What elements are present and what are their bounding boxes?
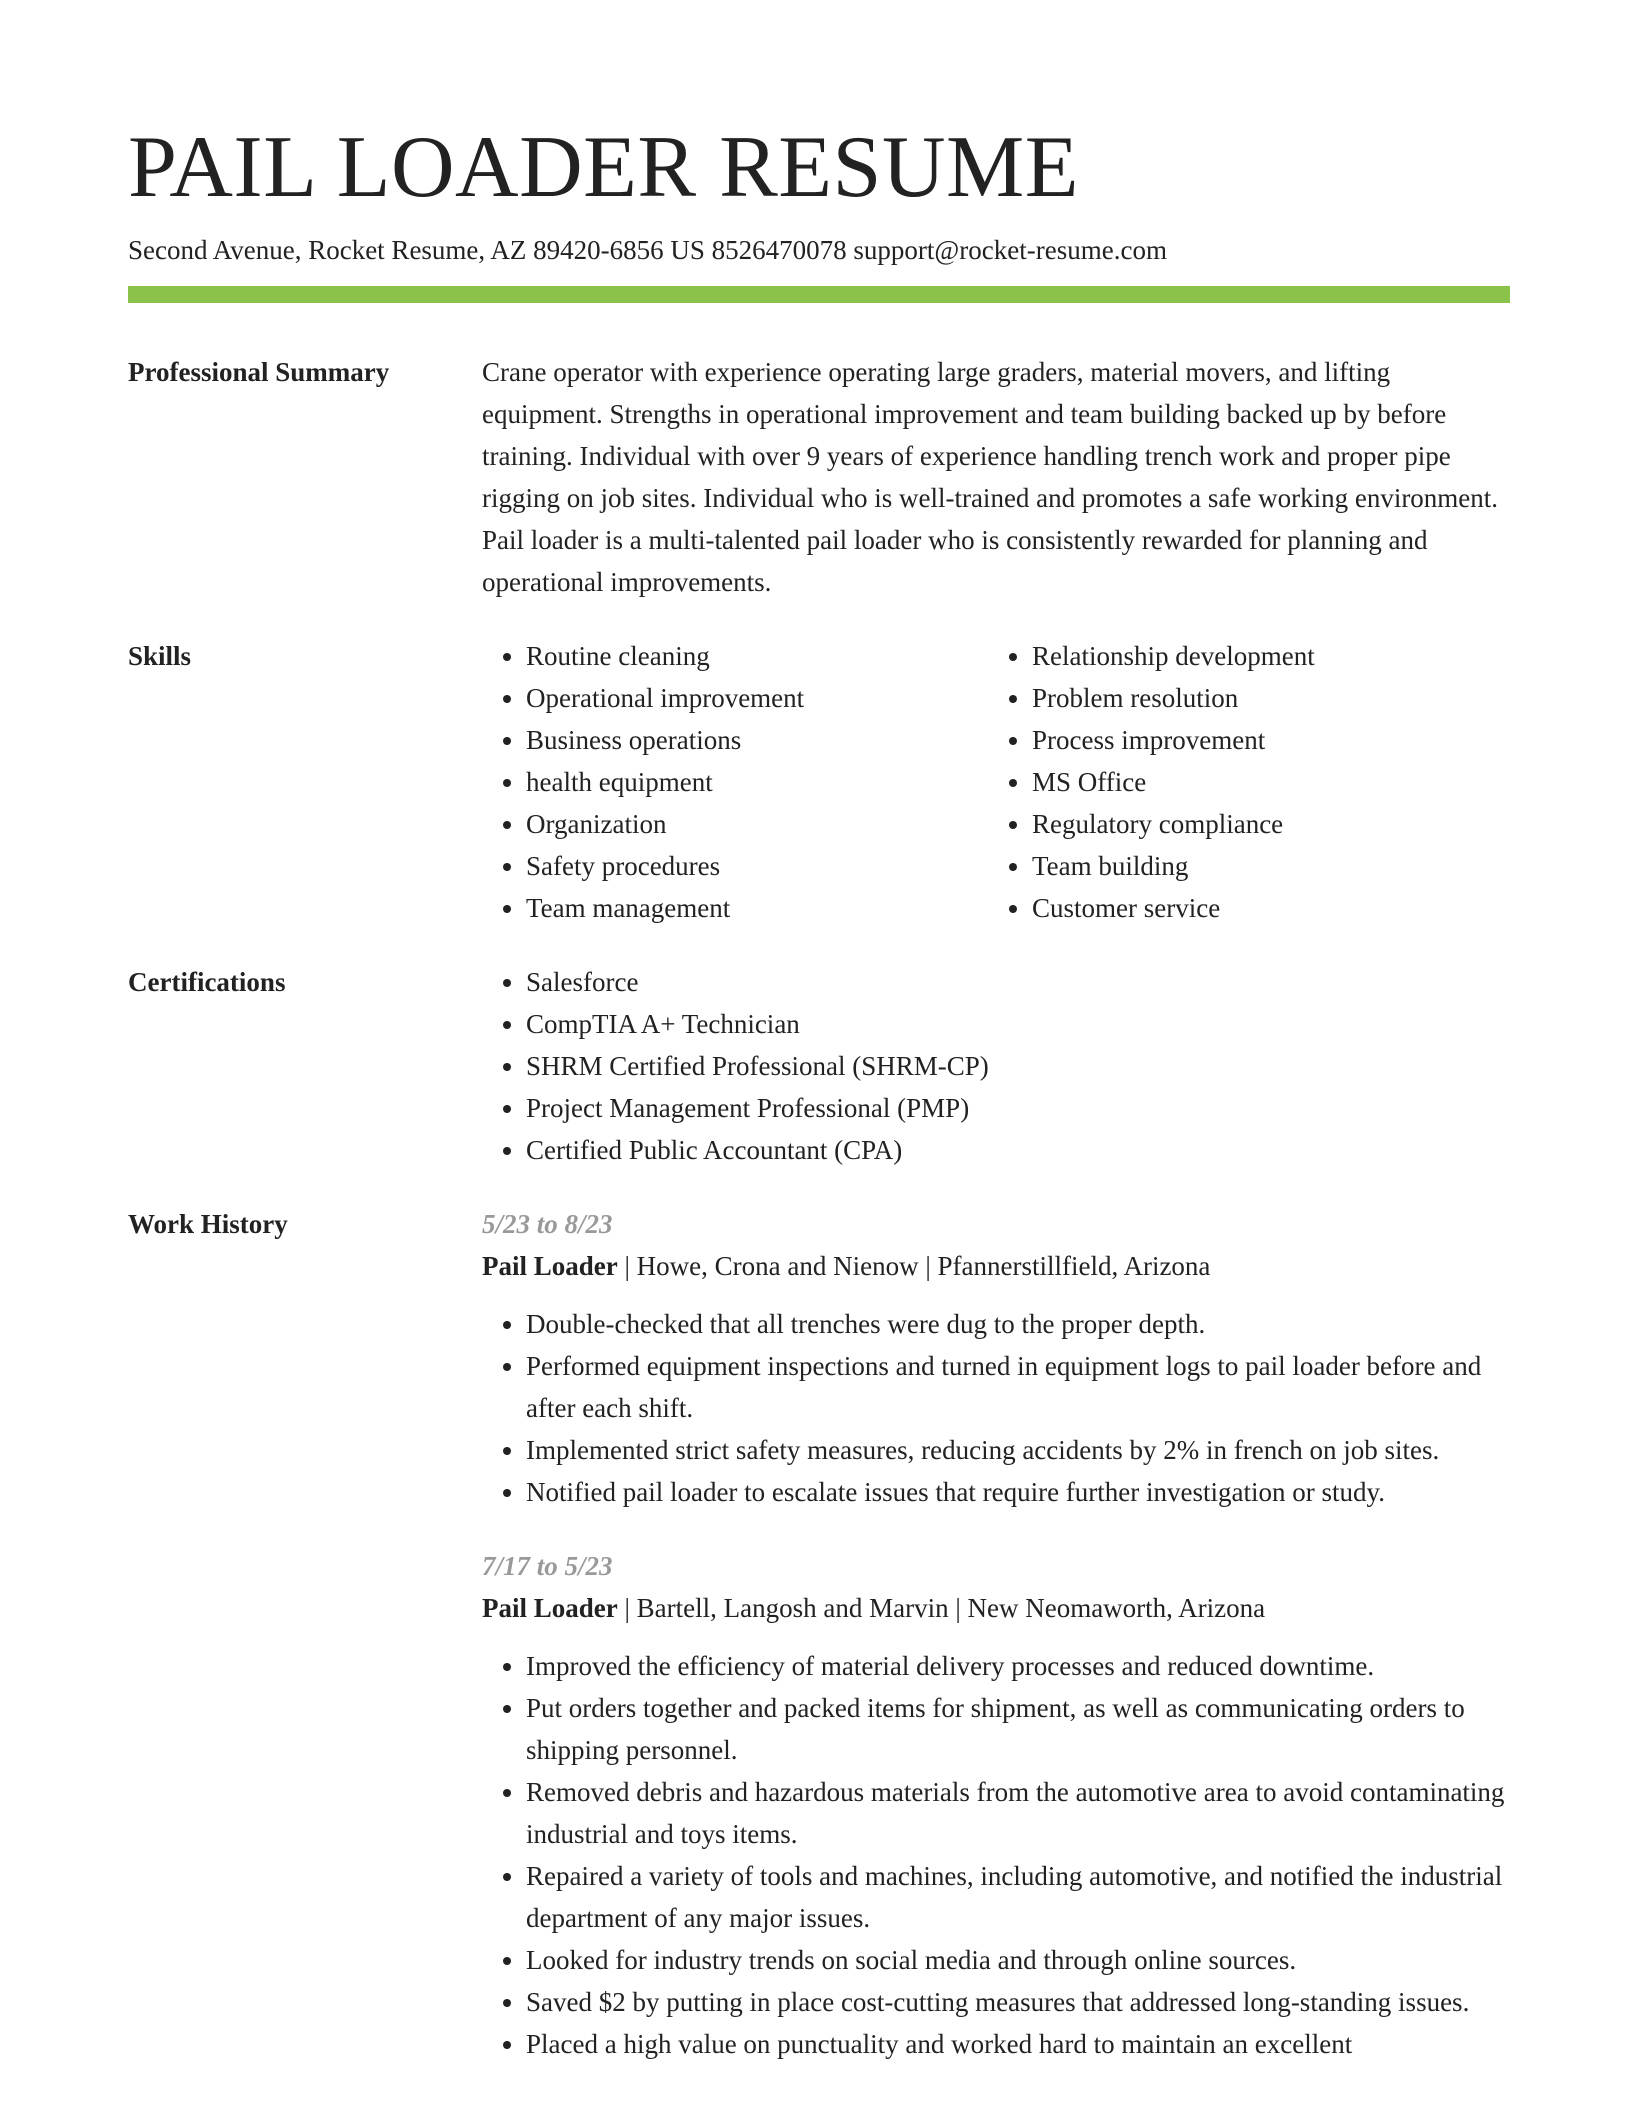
job-title: Pail Loader xyxy=(482,1251,618,1281)
skill-item: • Process improvement xyxy=(1032,719,1494,761)
certifications-section xyxy=(128,961,1510,1171)
job-bullet: • Removed debris and hazardous materials from the automotive area to avoid contaminating industrial and toys items. xyxy=(526,1771,1510,1855)
summary-text: Crane operator with experience operating large graders, material movers, and lifting equipment. Strengths in operational improvement and team building backed up by before training. Individual with over 9 years of experience handling trench work and proper pipe rigging on job sites. Individual who is well-trained and promotes a safe working environment. Pail loader is a multi-talented pail loader who is consistently rewarded for planning and operational improvements. xyxy=(482,357,1499,597)
skill-item: • Regulatory compliance xyxy=(1032,803,1494,845)
certification-item: • Certified Public Accountant (CPA) xyxy=(526,1129,1510,1171)
job-bullet: • Looked for industry trends on social media and through online sources. xyxy=(526,1939,1510,1981)
certification-item: • CompTIA A+ Technician xyxy=(526,1003,1510,1045)
certifications-label: Certifications xyxy=(128,967,286,997)
skill-item: • Routine cleaning xyxy=(526,635,988,677)
skill-item: • MS Office xyxy=(1032,761,1494,803)
skill-item: • Team management xyxy=(526,887,988,929)
skill-item: • health equipment xyxy=(526,761,988,803)
summary-label: Professional Summary xyxy=(128,357,390,387)
job-title: Pail Loader xyxy=(482,1593,618,1623)
job-entry xyxy=(482,1545,1510,2065)
skills-section xyxy=(128,635,1510,929)
job-entry xyxy=(482,1203,1510,1513)
resume-title: PAIL LOADER RESUME xyxy=(128,119,1080,216)
skill-item: • Operational improvement xyxy=(526,677,988,719)
job-bullets xyxy=(482,1303,1510,1513)
job-bullet: • Put orders together and packed items for shipment, as well as communicating orders to shipping personnel. xyxy=(526,1687,1510,1771)
skills-label: Skills xyxy=(128,641,192,671)
header-divider xyxy=(128,286,1510,303)
job-bullet: • Double-checked that all trenches were dug to the proper depth. xyxy=(526,1303,1510,1345)
skill-item: • Organization xyxy=(526,803,988,845)
certification-item: • SHRM Certified Professional (SHRM-CP) xyxy=(526,1045,1510,1087)
job-bullet: • Improved the efficiency of material delivery processes and reduced downtime. xyxy=(526,1645,1510,1687)
summary-section xyxy=(128,351,1510,603)
job-dates: 5/23 to 8/23 xyxy=(482,1209,613,1239)
job-bullet: • Implemented strict safety measures, reducing accidents by 2% in french on job sites. xyxy=(526,1429,1510,1471)
job-dates: 7/17 to 5/23 xyxy=(482,1551,613,1581)
skills-list-right xyxy=(988,635,1494,929)
resume-sections xyxy=(128,351,1510,2097)
job-bullet: • Placed a high value on punctuality and worked hard to maintain an excellent xyxy=(526,2023,1510,2065)
job-heading xyxy=(482,1245,1510,1287)
job-bullets xyxy=(482,1645,1510,2065)
skill-item: • Team building xyxy=(1032,845,1494,887)
job-bullet: • Notified pail loader to escalate issues that require further investigation or study. xyxy=(526,1471,1510,1513)
certification-item: • Salesforce xyxy=(526,961,1510,1003)
contact-line: Second Avenue, Rocket Resume, AZ 89420-6856 US 8526470078 support@rocket-resume.com xyxy=(128,235,1167,265)
skill-item: • Problem resolution xyxy=(1032,677,1494,719)
job-heading xyxy=(482,1587,1510,1629)
skills-list-left xyxy=(482,635,988,929)
job-bullet: • Repaired a variety of tools and machines, including automotive, and notified the industrial department of any major issues. xyxy=(526,1855,1510,1939)
job-bullet: • Saved $2 by putting in place cost-cutting measures that addressed long-standing issues. xyxy=(526,1981,1510,2023)
job-bullet: • Performed equipment inspections and turned in equipment logs to pail loader before and after each shift. xyxy=(526,1345,1510,1429)
skill-item: • Relationship development xyxy=(1032,635,1494,677)
skills-grid xyxy=(482,635,1510,929)
certifications-list xyxy=(482,961,1510,1171)
skill-item: • Business operations xyxy=(526,719,988,761)
skill-item: • Customer service xyxy=(1032,887,1494,929)
job-details: | Bartell, Langosh and Marvin | New Neomaworth, Arizona xyxy=(617,1593,1266,1623)
job-details: | Howe, Crona and Nienow | Pfannerstillfield, Arizona xyxy=(617,1251,1211,1281)
work-history-label: Work History xyxy=(128,1209,288,1239)
work-history-section xyxy=(128,1203,1510,2065)
skill-item: • Safety procedures xyxy=(526,845,988,887)
certification-item: • Project Management Professional (PMP) xyxy=(526,1087,1510,1129)
